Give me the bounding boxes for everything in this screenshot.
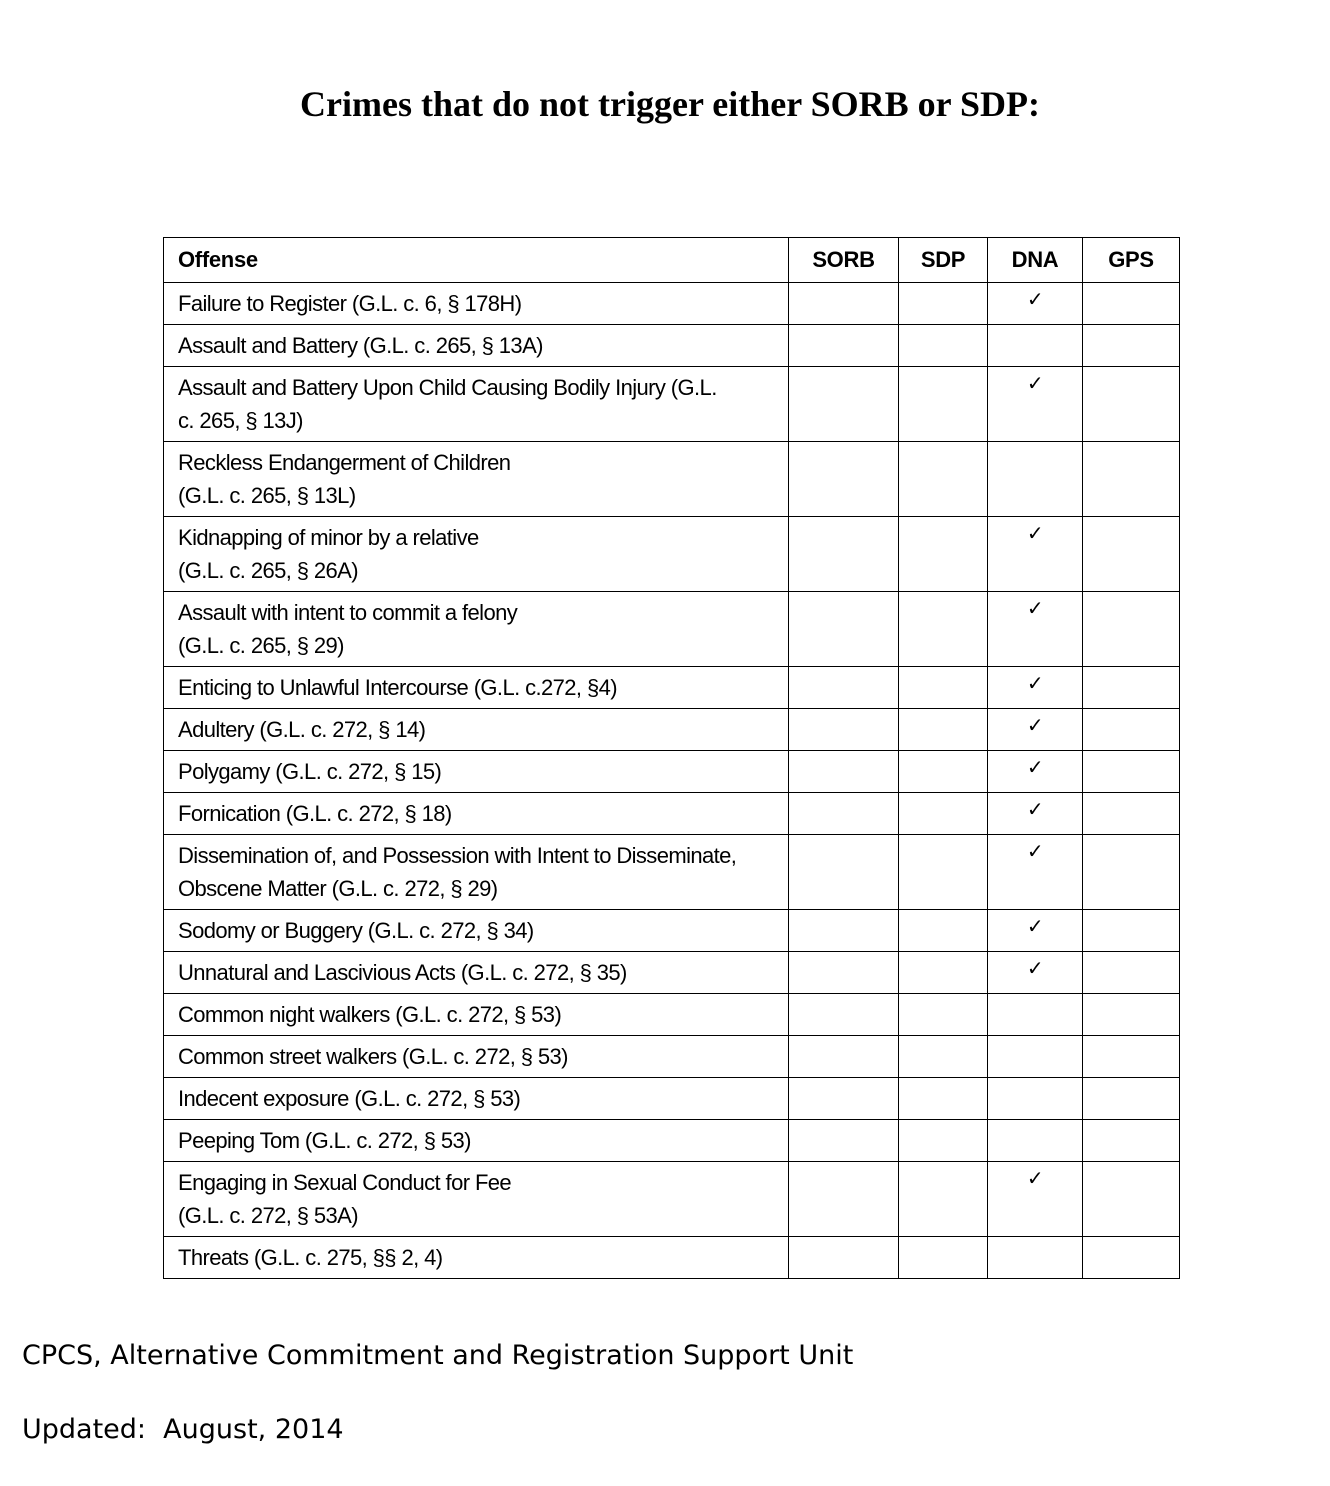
sdp-cell bbox=[899, 952, 988, 994]
sorb-cell bbox=[789, 517, 899, 592]
offense-cell: Assault and Battery (G.L. c. 265, § 13A) bbox=[164, 325, 789, 367]
sorb-cell bbox=[789, 1162, 899, 1237]
table-header-row bbox=[164, 238, 1180, 283]
dna-cell bbox=[988, 793, 1083, 835]
dna-cell bbox=[988, 283, 1083, 325]
dna-cell bbox=[988, 325, 1083, 367]
footer-organization: CPCS, Alternative Commitment and Registration Support Unit bbox=[22, 1340, 854, 1371]
table-row bbox=[164, 367, 1180, 442]
header-offense: Offense bbox=[164, 238, 789, 283]
check-mark-icon: ✓ bbox=[1026, 713, 1044, 737]
dna-cell bbox=[988, 994, 1083, 1036]
offense-cell: Peeping Tom (G.L. c. 272, § 53) bbox=[164, 1120, 789, 1162]
gps-cell bbox=[1083, 517, 1180, 592]
sorb-cell bbox=[789, 1036, 899, 1078]
table-row bbox=[164, 1237, 1180, 1279]
gps-cell bbox=[1083, 367, 1180, 442]
offense-cell: Threats (G.L. c. 275, §§ 2, 4) bbox=[164, 1237, 789, 1279]
sorb-cell bbox=[789, 367, 899, 442]
gps-cell bbox=[1083, 1237, 1180, 1279]
table-row bbox=[164, 709, 1180, 751]
dna-cell bbox=[988, 1036, 1083, 1078]
sdp-cell bbox=[899, 367, 988, 442]
offense-cell: Enticing to Unlawful Intercourse (G.L. c.272, §4) bbox=[164, 667, 789, 709]
table-row bbox=[164, 283, 1180, 325]
gps-cell bbox=[1083, 910, 1180, 952]
offense-cell: Assault with intent to commit a felony (G.L. c. 265, § 29) bbox=[164, 592, 789, 667]
table-row bbox=[164, 517, 1180, 592]
sorb-cell bbox=[789, 910, 899, 952]
check-mark-icon: ✓ bbox=[1026, 914, 1044, 938]
sorb-cell bbox=[789, 667, 899, 709]
header-sdp: SDP bbox=[899, 238, 988, 283]
table-row bbox=[164, 1078, 1180, 1120]
sorb-cell bbox=[789, 793, 899, 835]
offense-cell: Engaging in Sexual Conduct for Fee (G.L. c. 272, § 53A) bbox=[164, 1162, 789, 1237]
sorb-cell bbox=[789, 325, 899, 367]
offense-cell: Kidnapping of minor by a relative (G.L. c. 265, § 26A) bbox=[164, 517, 789, 592]
sorb-cell bbox=[789, 1237, 899, 1279]
check-mark-icon: ✓ bbox=[1026, 596, 1044, 620]
gps-cell bbox=[1083, 283, 1180, 325]
table-row bbox=[164, 1162, 1180, 1237]
header-dna: DNA bbox=[988, 238, 1083, 283]
offense-cell: Adultery (G.L. c. 272, § 14) bbox=[164, 709, 789, 751]
sdp-cell bbox=[899, 835, 988, 910]
offense-cell: Common night walkers (G.L. c. 272, § 53) bbox=[164, 994, 789, 1036]
sdp-cell bbox=[899, 1036, 988, 1078]
dna-cell bbox=[988, 952, 1083, 994]
table-row bbox=[164, 442, 1180, 517]
gps-cell bbox=[1083, 667, 1180, 709]
table-row bbox=[164, 793, 1180, 835]
sdp-cell bbox=[899, 517, 988, 592]
gps-cell bbox=[1083, 1120, 1180, 1162]
check-mark-icon: ✓ bbox=[1026, 755, 1044, 779]
header-gps: GPS bbox=[1083, 238, 1180, 283]
sdp-cell bbox=[899, 1237, 988, 1279]
offense-cell: Reckless Endangerment of Children (G.L. c. 265, § 13L) bbox=[164, 442, 789, 517]
check-mark-icon: ✓ bbox=[1026, 521, 1044, 545]
offense-table-body bbox=[164, 283, 1180, 1279]
dna-cell bbox=[988, 751, 1083, 793]
gps-cell bbox=[1083, 793, 1180, 835]
table-row bbox=[164, 910, 1180, 952]
offense-cell: Dissemination of, and Possession with Intent to Disseminate, Obscene Matter (G.L. c. 272, § 29) bbox=[164, 835, 789, 910]
table-row bbox=[164, 751, 1180, 793]
dna-cell bbox=[988, 517, 1083, 592]
sdp-cell bbox=[899, 1078, 988, 1120]
sorb-cell bbox=[789, 283, 899, 325]
table-row bbox=[164, 1120, 1180, 1162]
gps-cell bbox=[1083, 325, 1180, 367]
sorb-cell bbox=[789, 835, 899, 910]
sdp-cell bbox=[899, 793, 988, 835]
dna-cell bbox=[988, 442, 1083, 517]
offense-cell: Unnatural and Lascivious Acts (G.L. c. 272, § 35) bbox=[164, 952, 789, 994]
table-row bbox=[164, 325, 1180, 367]
gps-cell bbox=[1083, 952, 1180, 994]
gps-cell bbox=[1083, 994, 1180, 1036]
table-row bbox=[164, 592, 1180, 667]
table-row bbox=[164, 952, 1180, 994]
check-mark-icon: ✓ bbox=[1026, 671, 1044, 695]
check-mark-icon: ✓ bbox=[1026, 956, 1044, 980]
sorb-cell bbox=[789, 751, 899, 793]
sorb-cell bbox=[789, 952, 899, 994]
gps-cell bbox=[1083, 835, 1180, 910]
check-mark-icon: ✓ bbox=[1026, 1166, 1044, 1190]
table-row bbox=[164, 994, 1180, 1036]
gps-cell bbox=[1083, 1036, 1180, 1078]
sorb-cell bbox=[789, 994, 899, 1036]
sdp-cell bbox=[899, 1162, 988, 1237]
gps-cell bbox=[1083, 592, 1180, 667]
sdp-cell bbox=[899, 709, 988, 751]
dna-cell bbox=[988, 1237, 1083, 1279]
check-mark-icon: ✓ bbox=[1026, 797, 1044, 821]
dna-cell bbox=[988, 367, 1083, 442]
dna-cell bbox=[988, 910, 1083, 952]
check-mark-icon: ✓ bbox=[1026, 371, 1044, 395]
sorb-cell bbox=[789, 442, 899, 517]
gps-cell bbox=[1083, 442, 1180, 517]
sdp-cell bbox=[899, 910, 988, 952]
gps-cell bbox=[1083, 1162, 1180, 1237]
sorb-cell bbox=[789, 709, 899, 751]
dna-cell bbox=[988, 1078, 1083, 1120]
sorb-cell bbox=[789, 1078, 899, 1120]
dna-cell bbox=[988, 709, 1083, 751]
gps-cell bbox=[1083, 1078, 1180, 1120]
gps-cell bbox=[1083, 709, 1180, 751]
sorb-cell bbox=[789, 592, 899, 667]
gps-cell bbox=[1083, 751, 1180, 793]
footer-updated-date: Updated: August, 2014 bbox=[22, 1414, 344, 1445]
sdp-cell bbox=[899, 325, 988, 367]
offense-cell: Common street walkers (G.L. c. 272, § 53) bbox=[164, 1036, 789, 1078]
dna-cell bbox=[988, 835, 1083, 910]
table-row bbox=[164, 1036, 1180, 1078]
dna-cell bbox=[988, 667, 1083, 709]
sorb-cell bbox=[789, 1120, 899, 1162]
offense-cell: Assault and Battery Upon Child Causing Bodily Injury (G.L. c. 265, § 13J) bbox=[164, 367, 789, 442]
table-row bbox=[164, 667, 1180, 709]
check-mark-icon: ✓ bbox=[1026, 287, 1044, 311]
sdp-cell bbox=[899, 283, 988, 325]
dna-cell bbox=[988, 592, 1083, 667]
header-sorb: SORB bbox=[789, 238, 899, 283]
offense-cell: Failure to Register (G.L. c. 6, § 178H) bbox=[164, 283, 789, 325]
sdp-cell bbox=[899, 592, 988, 667]
offense-cell: Polygamy (G.L. c. 272, § 15) bbox=[164, 751, 789, 793]
table-row bbox=[164, 835, 1180, 910]
sdp-cell bbox=[899, 751, 988, 793]
sdp-cell bbox=[899, 442, 988, 517]
sdp-cell bbox=[899, 994, 988, 1036]
dna-cell bbox=[988, 1120, 1083, 1162]
sdp-cell bbox=[899, 1120, 988, 1162]
dna-cell bbox=[988, 1162, 1083, 1237]
offense-table bbox=[163, 237, 1180, 1279]
offense-cell: Indecent exposure (G.L. c. 272, § 53) bbox=[164, 1078, 789, 1120]
offense-cell: Fornication (G.L. c. 272, § 18) bbox=[164, 793, 789, 835]
sdp-cell bbox=[899, 667, 988, 709]
document-title: Crimes that do not trigger either SORB or SDP: bbox=[300, 84, 1040, 124]
offense-cell: Sodomy or Buggery (G.L. c. 272, § 34) bbox=[164, 910, 789, 952]
check-mark-icon: ✓ bbox=[1026, 839, 1044, 863]
